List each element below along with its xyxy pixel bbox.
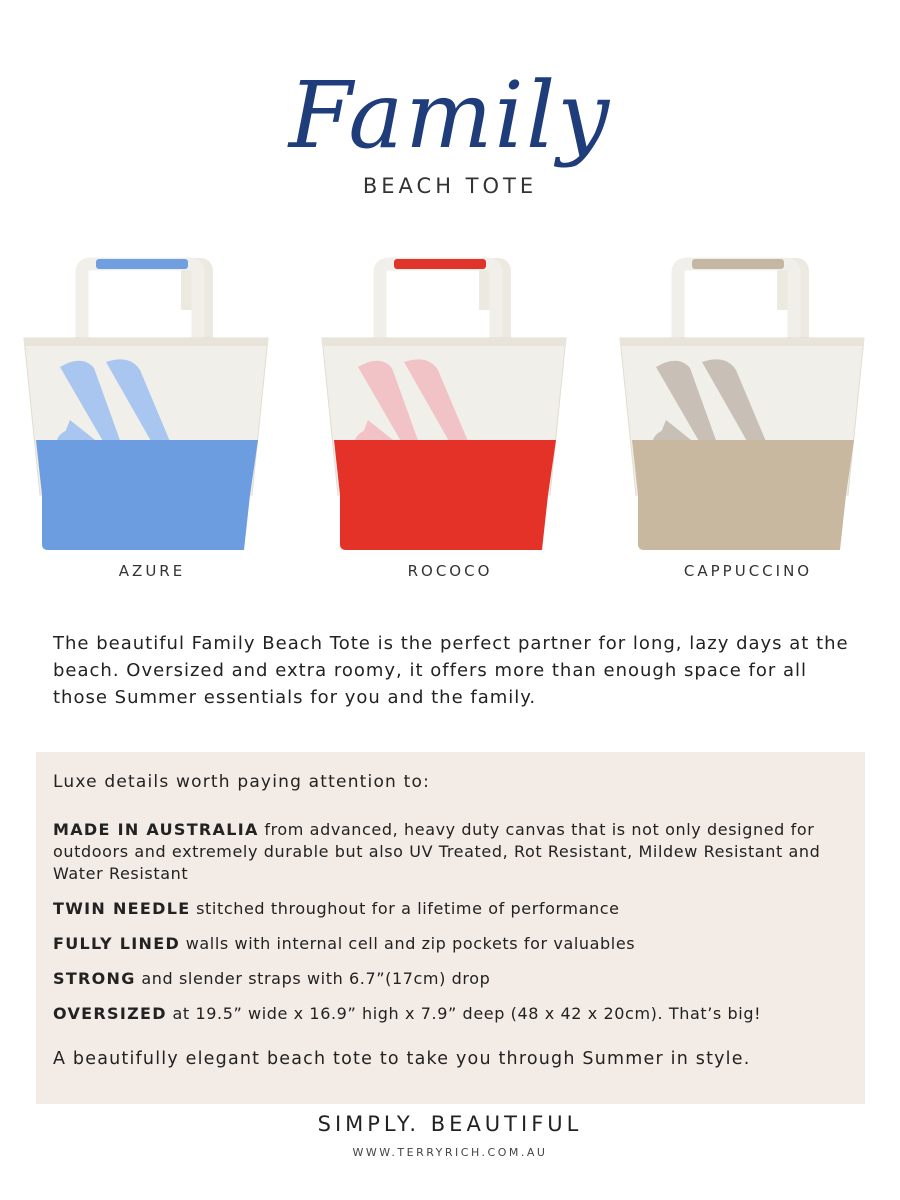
bag-strap-accent [96,259,188,269]
feature-text: stitched throughout for a lifetime of performance [190,899,620,918]
product-subtitle: BEACH TOTE [362,174,538,198]
bag-rim [24,338,268,346]
feature-title: MADE IN AUSTRALIA [53,820,259,839]
bag-handle [82,264,198,345]
bag-rim [322,338,566,346]
bag-colour-label: CAPPUCCINO [683,562,813,580]
tote-bag-image [22,250,282,555]
bag-gallery [0,250,900,590]
feature-title: OVERSIZED [53,1004,167,1023]
bag-handle [678,264,794,345]
feature-item [53,1003,848,1025]
bag-base [340,495,548,550]
intro-paragraph: The beautiful Family Beach Tote is the perfect partner for long, lazy days at the beach. Oversized and extra roomy, it offers more than enough space for all those Summer essentials for you and the family. [53,633,849,708]
bag-strap-accent [692,259,784,269]
feature-title: STRONG [53,969,136,988]
bag-strap-accent [394,259,486,269]
bag-base [638,495,846,550]
bag-card-rococo [320,250,580,590]
feature-title: TWIN NEEDLE [53,899,191,918]
tote-bag-image [320,250,580,555]
bag-card-azure [22,250,282,590]
bag-rim [620,338,864,346]
tote-bag-image [618,250,878,555]
bag-colour-label: AZURE [118,562,186,580]
bag-base [42,495,250,550]
feature-text: at 19.5” wide x 16.9” high x 7.9” deep (48 x 42 x 20cm). That’s big! [166,1004,762,1023]
feature-item [53,933,848,955]
feature-item [53,898,848,920]
bag-handle [380,264,496,345]
title-block [0,60,900,198]
feature-title: FULLY LINED [53,934,181,953]
bag-card-cappuccino [618,250,878,590]
product-title: Family [288,62,612,169]
feature-text: and slender straps with 6.7”(17cm) drop [135,969,491,988]
feature-item [53,819,848,885]
details-panel [36,752,865,1104]
feature-item [53,968,848,990]
closing-line: A beautifully elegant beach tote to take you through Summer in style. [53,1049,751,1069]
details-heading: Luxe details worth paying attention to: [53,772,431,792]
website-link[interactable]: WWW.TERRYRICH.COM.AU [352,1146,548,1159]
bag-colour-label: ROCOCO [407,562,493,580]
feature-text: walls with internal cell and zip pockets for valuables [180,934,636,953]
feature-text: from advanced, heavy duty canvas that is not only designed for outdoors and extremely durable but also UV Treated, Rot Resistant, Mildew Resistant and Water Resistant [53,820,821,883]
footer-tagline: SIMPLY. BEAUTIFUL [317,1112,583,1136]
